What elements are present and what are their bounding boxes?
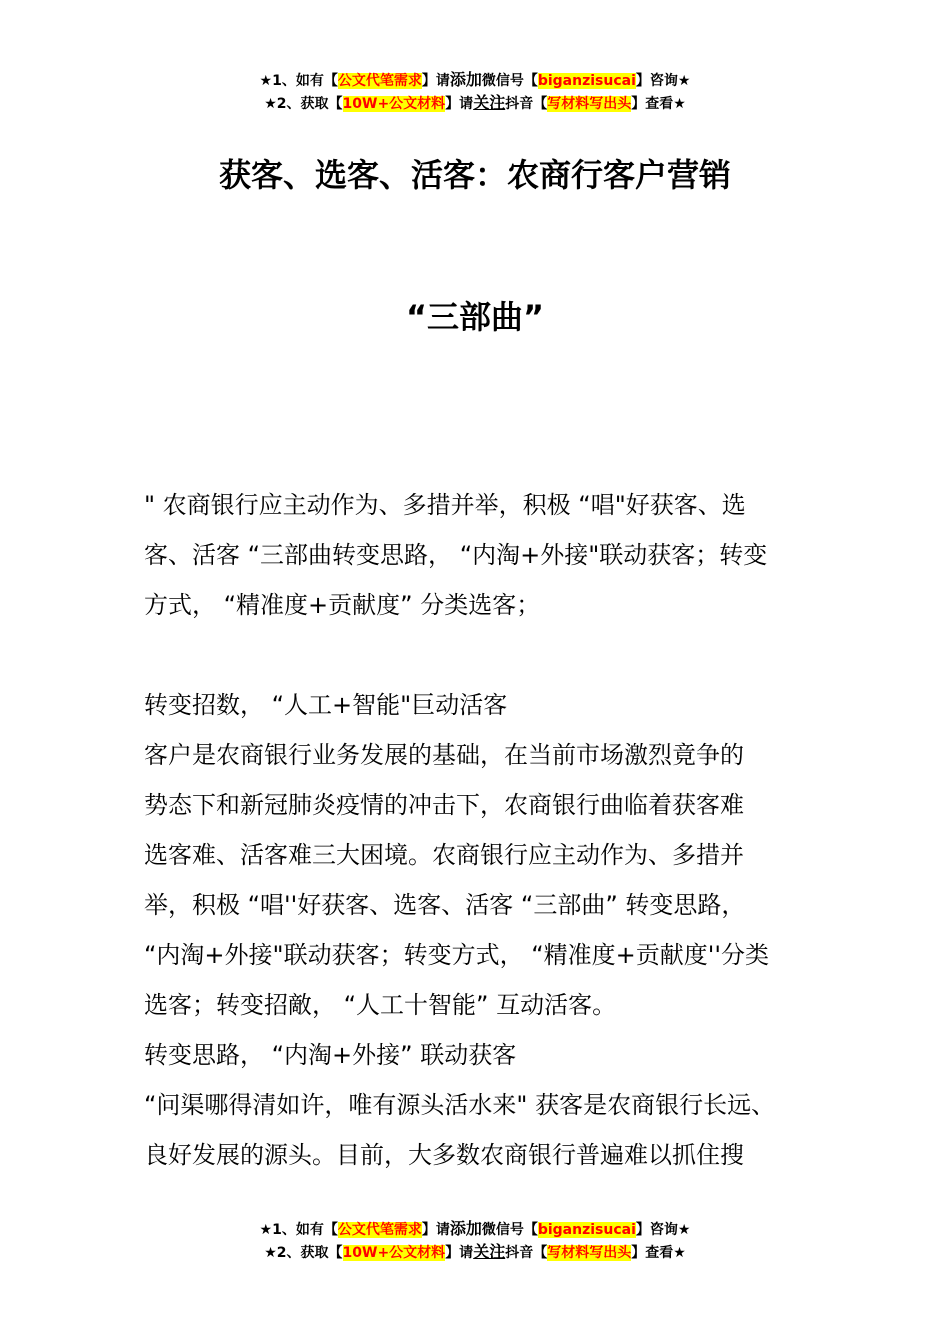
document-title: 获客、选客、活客：农商行客户营销	[218, 156, 731, 194]
banner-text: 】请	[445, 96, 474, 112]
body-line: 方式， “精准度+贡献度” 分类选客；	[144, 591, 541, 619]
body-line: " 农商银行应主动作为、多措并举，积极 “唱"好获客、选	[144, 491, 746, 519]
banner-text: 】咨询★	[635, 73, 691, 89]
banner-text: 】查看★	[631, 1245, 686, 1261]
banner-text: 抖音【	[505, 96, 548, 112]
main-text	[144, 680, 824, 1180]
banner-highlight: 写材料写出头	[547, 1245, 632, 1261]
banner-highlight: 公文代笔需求	[337, 73, 422, 89]
banner-emphasis: 关注	[473, 93, 506, 112]
banner-text: 】咨询★	[635, 1222, 691, 1238]
banner-emphasis: 关注	[473, 1242, 506, 1261]
intro-paragraph	[144, 480, 824, 630]
body-line: “问渠哪得清如许，唯有源头活水来" 获客是农商银行长远、	[144, 1091, 776, 1119]
header-banner	[0, 69, 950, 115]
body-line: 势态下和新冠肺炎疫情的冲击下，农商银行曲临着获客难	[144, 791, 744, 819]
body-line: 举，积极 “唱''好获客、选客、活客 “三部曲” 转变思路，	[144, 891, 746, 919]
banner-emphasis: 添加	[449, 70, 482, 89]
banner-text: 微信号【	[481, 73, 538, 89]
body-line: 客、活客 “三部曲转变思路， “内淘+外接"联动获客；转变	[144, 541, 768, 569]
body-line: 选客；转变招敵， “人工十智能” 互动活客。	[144, 991, 617, 1019]
banner-text: 】请	[421, 1222, 450, 1238]
banner-highlight: 写材料写出头	[547, 96, 632, 112]
banner-highlight: 公文代笔需求	[337, 1222, 422, 1238]
banner-text: ★2、获取【	[264, 1245, 343, 1261]
banner-text: ★1、如有【	[259, 1222, 338, 1238]
banner-line-1	[0, 1218, 950, 1241]
document-subtitle: “三部曲”	[405, 298, 545, 336]
section-heading: 转变招数， “人工+智能"巨动活客	[144, 691, 508, 719]
footer-banner	[0, 1218, 950, 1264]
banner-text: ★2、获取【	[264, 96, 343, 112]
body-line: “内淘+外接"联动获客；转变方式， “精准度+贡献度''分类	[144, 941, 769, 969]
banner-text: 微信号【	[481, 1222, 538, 1238]
banner-line-1	[0, 69, 950, 92]
banner-highlight: 10W+公文材料	[342, 1245, 446, 1261]
banner-emphasis: 添加	[449, 1219, 482, 1238]
banner-highlight: biganzisucai	[537, 73, 636, 89]
banner-highlight: 10W+公文材料	[342, 96, 446, 112]
body-line: 良好发展的源头。目前，大多数农商银行普遍难以抓住搜	[144, 1141, 744, 1169]
banner-line-2	[0, 1241, 950, 1264]
banner-line-2	[0, 92, 950, 115]
body-line: 客户是农商银行业务发展的基础，在当前市场激烈竟争的	[144, 741, 744, 769]
banner-text: ★1、如有【	[259, 73, 338, 89]
banner-text: 】请	[445, 1245, 474, 1261]
banner-text: 】查看★	[631, 96, 686, 112]
banner-text: 抖音【	[505, 1245, 548, 1261]
section-heading: 转变思路， “内淘+外接” 联动获客	[144, 1041, 517, 1069]
banner-highlight: biganzisucai	[537, 1222, 636, 1238]
body-line: 选客难、活客难三大困境。农商银行应主动作为、多措并	[144, 841, 744, 869]
banner-text: 】请	[421, 73, 450, 89]
